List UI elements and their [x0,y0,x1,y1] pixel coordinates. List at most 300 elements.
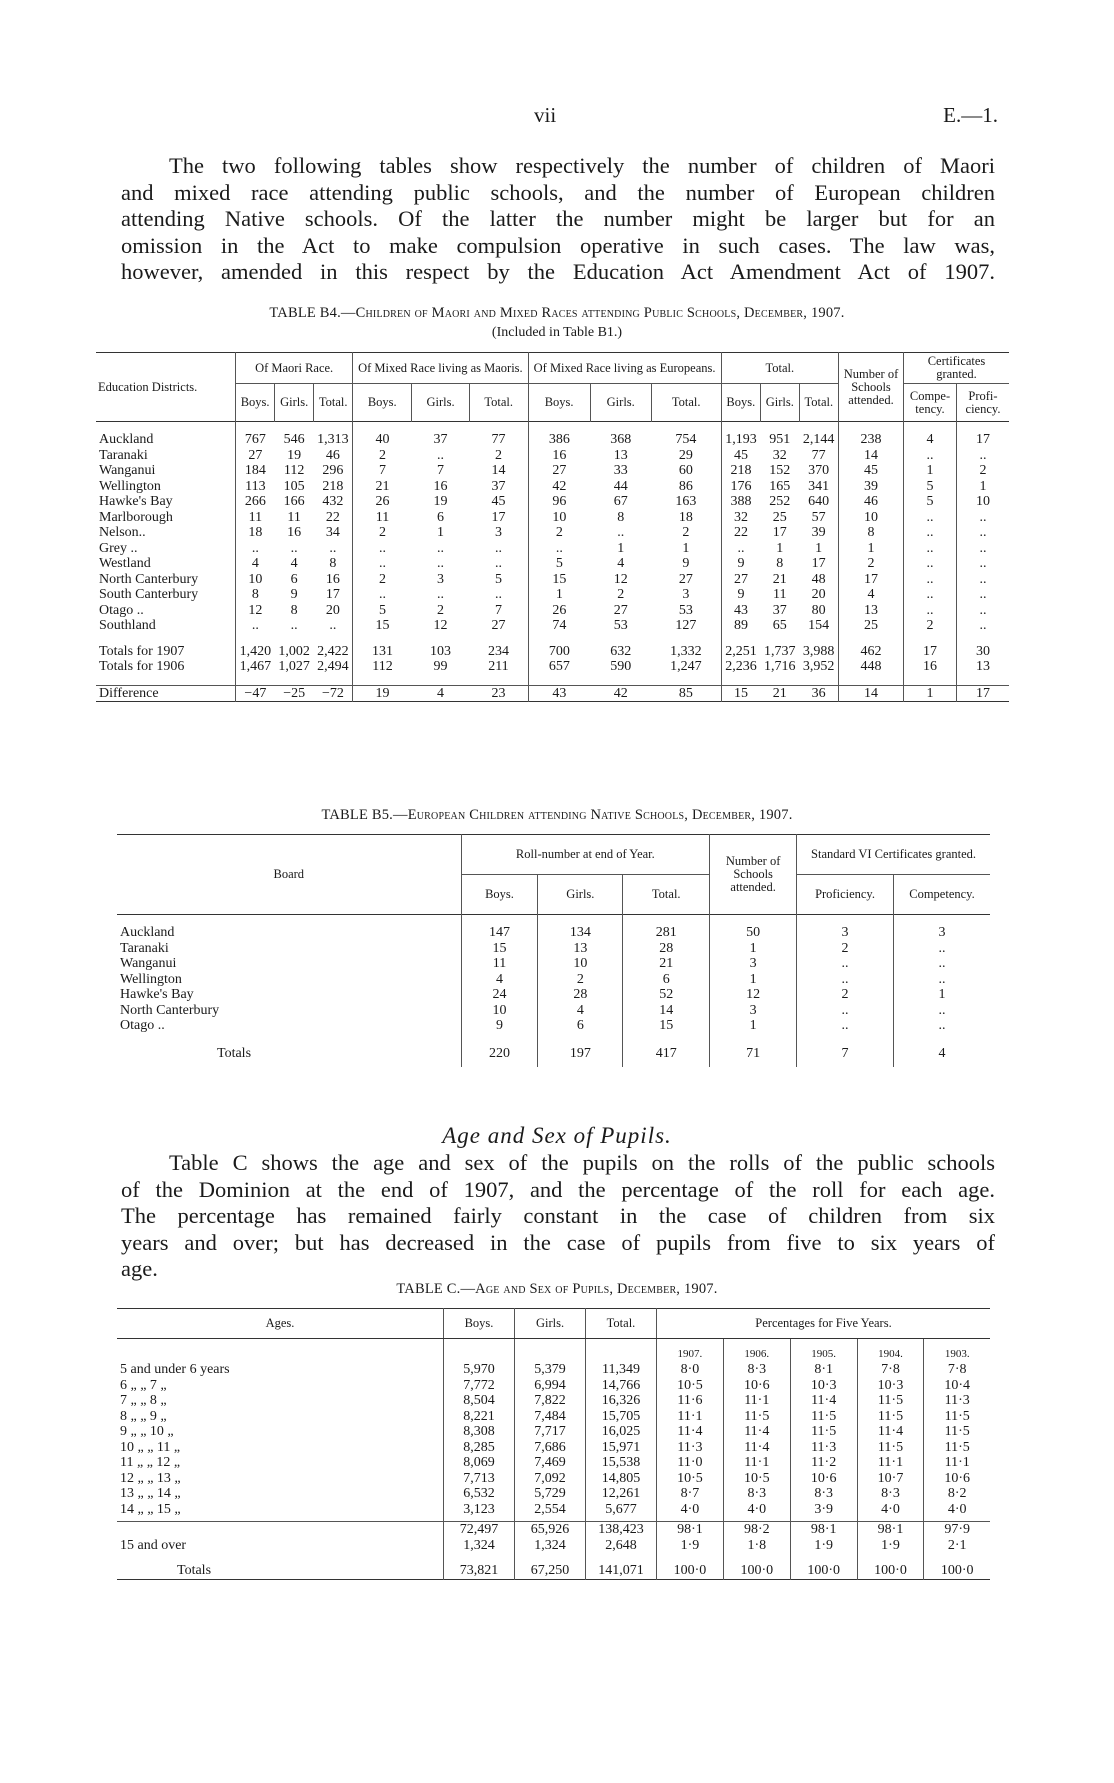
table-cell: 4 [461,972,538,988]
table-cell: 2 [378,447,386,463]
age-label: 5 and under 6 years [117,1362,444,1378]
table-cell: 4·0 [657,1502,724,1518]
table-cell: 32 [772,447,787,463]
board-name: Otago .. [117,1018,461,1034]
table-cell: −72 [314,685,353,702]
table-c [117,1308,990,1580]
table-cell: 2,648 [586,1538,657,1554]
table-cell: 2 [651,525,721,541]
table-cell: 10·5 [657,1471,724,1487]
table-cell: .. [469,541,528,557]
table-row [96,479,1009,495]
table-cell: 1 [710,1018,797,1034]
table-cell: .. [938,1018,946,1033]
table-cell: 10 [538,956,623,972]
table-cell: 296 [314,463,353,479]
table-cell: 26 [375,494,390,509]
table-cell: 166 [283,494,305,509]
table-cell: .. [938,940,946,956]
table-cell: 11 [375,509,390,525]
col-header-group: Of Mixed Race living as Europeans. [528,353,721,384]
board-name: Auckland [117,925,461,941]
table-cell: 33 [613,463,628,478]
table-cell: 3 [710,956,797,972]
table-c-title-text: Age and Sex of Pupils, December, 1907. [475,1281,718,1297]
table-cell: 1 [437,525,445,540]
table-row [96,510,1009,526]
table-cell: .. [979,618,987,633]
table-row [96,541,1009,557]
table-cell: 11 [461,956,538,972]
age-label: 8 „ „ 9 „ [117,1409,444,1425]
table-cell: 432 [314,494,353,510]
table-cell: 6,532 [444,1486,515,1502]
table-cell: 1 [617,540,625,556]
table-cell: 21 [772,685,787,701]
table-cell: 4 [839,587,904,603]
district-name: Totals for 1907 [96,644,236,660]
table-cell: 8·0 [657,1362,724,1378]
table-cell: 25 [839,618,904,634]
col-header-group: Of Maori Race. [236,353,353,384]
table-cell: 8 [251,587,259,602]
col-header-board: Board [117,835,461,915]
table-cell: 11·4 [723,1424,790,1440]
table-b4 [96,352,1009,702]
district-name: Grey .. [96,541,236,557]
table-b4-title-text: Children of Maori and Mixed Races attending Public Schools, December, 1907. [355,305,845,321]
table-cell: 11·5 [790,1409,857,1425]
table-cell: 632 [610,643,632,659]
table-row [96,618,1009,634]
table-cell: 11·4 [857,1424,924,1440]
col-header: Total. [651,384,721,422]
table-cell: 21 [772,571,787,587]
table-cell: .. [378,587,386,602]
table-cell: 590 [610,659,632,674]
table-cell: 266 [244,494,266,509]
col-header: Boys. [353,384,412,422]
row-spacer [117,1061,990,1067]
row-spacer [96,422,1009,433]
table-cell: 20 [799,587,838,603]
table-row [117,1502,990,1518]
table-cell: 11·2 [790,1455,857,1471]
totals-row [117,1563,990,1579]
table-cell: 2,554 [515,1502,586,1518]
table-cell: .. [979,525,987,540]
table-cell: 15 [623,1018,710,1034]
table-cell: 39 [839,479,904,495]
table-cell: 4·0 [723,1502,790,1518]
board-name: Taranaki [117,941,461,957]
table-cell: 7 [797,1046,894,1062]
board-name: Hawke's Bay [117,987,461,1003]
table-cell: .. [437,556,445,571]
table-cell: 85 [651,685,721,702]
district-name: Hawke's Bay [96,494,236,510]
table-cell: 3 [437,571,445,587]
table-cell: .. [437,587,445,602]
table-cell: .. [378,540,386,556]
row-spacer [96,634,1009,644]
table-cell: 8 [839,525,904,541]
paragraph-line: of the Dominion at the end of 1907, and the percentage of the roll for each age. [121,1176,995,1202]
table-cell: 2 [797,987,894,1003]
table-cell: .. [904,603,957,619]
table-cell: 1,324 [444,1538,515,1554]
table-cell: 1 [938,987,946,1002]
table-cell: 4 [290,556,298,571]
table-cell: 4 [617,556,625,571]
table-cell: 80 [799,603,838,619]
table-row [96,572,1009,588]
table-cell: 131 [371,643,393,659]
year-header: 1903. [944,1347,970,1360]
table-cell: 8,069 [444,1455,515,1471]
table-cell: 26 [552,602,567,618]
age-label: 11 „ „ 12 „ [117,1455,444,1471]
table-cell: 9 [651,556,721,572]
table-cell: 3 [938,925,946,940]
page-reference: E.—1. [943,103,998,127]
table-cell: 10·6 [790,1471,857,1487]
district-name: Wanganui [96,463,236,479]
table-cell: .. [314,618,353,634]
table-row [117,1393,990,1409]
table-cell: 2 [469,448,528,464]
table-cell: 11·6 [657,1393,724,1409]
table-cell: 34 [314,525,353,541]
col-header: Boys. [528,384,590,422]
age-label: 9 „ „ 10 „ [117,1424,444,1440]
table-cell: 67,250 [515,1563,586,1579]
col-header: Girls. [538,875,623,915]
difference-row [96,685,1009,702]
table-cell: 45 [469,494,528,510]
table-cell: .. [469,556,528,572]
table-b5-title: TABLE B5.—European Children attending Native Schools, December, 1907. [321,807,793,823]
table-cell: 27 [613,602,628,618]
table-cell: 11·5 [857,1409,924,1425]
table-cell: .. [904,510,957,526]
table-cell: 2,251 [725,643,757,659]
table-cell: 10·3 [857,1378,924,1394]
subtotal-row [117,1522,990,1538]
table-cell: 8·3 [723,1362,790,1378]
table-cell: 10·5 [657,1378,724,1394]
table-cell: 112 [372,659,393,674]
table-cell: 1,716 [764,659,796,674]
table-cell: 71 [710,1046,797,1062]
paragraph-line: and mixed race attending public schools, and the number of European children [121,179,995,205]
table-cell: 6 [437,509,445,525]
table-cell: .. [938,971,946,987]
row-spacer [117,1034,990,1046]
age-label: Totals [117,1563,444,1579]
age-label [117,1522,444,1538]
table-cell: 7·8 [947,1362,967,1377]
table-cell: 28 [538,987,623,1003]
table-row [117,1003,990,1019]
table-cell: .. [314,541,353,557]
table-cell: 73,821 [444,1563,515,1579]
row-spacer [96,675,1009,686]
table-cell: 37 [433,432,448,447]
table-cell: 46 [839,494,904,510]
table-cell: 163 [651,494,721,510]
table-cell: 1,467 [239,659,272,674]
table-cell: 1,313 [314,432,353,448]
table-cell: 368 [610,432,632,447]
table-cell: 5 [555,556,563,571]
table-cell: .. [290,540,298,556]
table-cell: 20 [314,603,353,619]
table-cell: .. [979,571,987,587]
table-cell: .. [797,956,894,972]
year-header-row [117,1339,990,1363]
col-header: Girls. [760,384,799,422]
col-header: Boys. [444,1309,515,1339]
table-cell: 1,002 [278,643,310,659]
table-cell: 5,379 [515,1362,586,1378]
table-row [117,925,990,941]
col-header-roll: Roll-number at end of Year. [461,835,710,875]
col-header-schools: Number of Schools attended. [710,835,797,915]
table-cell: 27 [248,447,263,463]
district-name: Totals for 1906 [96,659,236,675]
table-cell: 86 [651,479,721,495]
table-cell: .. [617,525,625,540]
age-label: 15 and over [117,1538,444,1554]
table-cell: 42 [552,478,567,494]
table-cell: .. [904,572,957,588]
table-cell: 2,144 [799,432,838,448]
table-cell: 8,285 [444,1440,515,1456]
table-cell: 10·6 [944,1470,971,1486]
col-header: Compe-tency. [904,384,957,422]
table-cell: 2 [979,463,987,478]
table-cell: 8 [314,556,353,572]
table-cell: 23 [469,685,528,702]
section-heading: Age and Sex of Pupils. [442,1123,672,1148]
page-header [0,103,1114,133]
district-name: Wellington [96,479,236,495]
table-cell: 22 [734,525,749,540]
table-cell: 11·3 [657,1440,724,1456]
district-name: Westland [96,556,236,572]
table-cell: 1 [651,541,721,557]
table-row [96,603,1009,619]
table-cell: .. [979,540,987,556]
table-cell: 15 [734,685,749,701]
table-cell: .. [938,1002,946,1018]
table-cell: 105 [283,478,305,494]
paragraph-line: Table C shows the age and sex of the pupils on the rolls of the public schools [169,1150,995,1175]
table-cell: 5,970 [444,1362,515,1378]
table-row [96,448,1009,464]
table-cell: 8 [290,602,298,618]
table-cell: 11·1 [723,1455,790,1471]
table-cell: .. [938,956,946,971]
table-cell: 29 [651,448,721,464]
col-header: Total. [623,875,710,915]
table-cell: 11·4 [790,1393,857,1409]
table-cell: 8·3 [723,1486,790,1502]
table-cell: 17 [904,644,957,660]
year-header: 1906. [723,1339,790,1363]
table-cell: 1 [776,540,784,556]
table-cell: 100·0 [790,1563,857,1579]
table-cell: 2 [797,941,894,957]
district-name: Auckland [96,432,236,448]
table-cell: 7,092 [515,1471,586,1487]
table-cell: 6 [623,972,710,988]
table-cell: .. [904,541,957,557]
table-cell: 11 [773,587,787,602]
paragraph-line: attending Native schools. Of the latter the number might be larger but for an [121,206,995,231]
table-cell: .. [737,540,745,556]
table-cell: 1 [839,541,904,557]
table-cell: 4 [437,685,445,701]
table-cell: 10·7 [857,1471,924,1487]
table-cell: 448 [839,659,904,675]
table-row [96,494,1009,510]
year-header: 1905. [790,1339,857,1363]
table-cell: 10·5 [723,1471,790,1487]
table-cell: 100·0 [857,1563,924,1579]
table-cell: 8·1 [790,1362,857,1378]
table-cell: 96 [552,494,567,509]
table-cell: 3 [710,1003,797,1019]
table-cell: 370 [799,463,838,479]
table-c-body [117,1339,990,1580]
paragraph-line: however, amended in this respect by the Education Act Amendment Act of 1907. [121,259,995,284]
table-cell: 103 [430,643,452,659]
table-row [117,1538,990,1554]
col-header: Girls. [412,384,470,422]
table-cell: 1 [710,941,797,957]
table-cell: .. [437,540,445,556]
age-label: 10 „ „ 11 „ [117,1440,444,1456]
table-cell: 5 [469,572,528,588]
table-cell: 3 [797,925,894,941]
table-cell: 15,538 [586,1455,657,1471]
table-cell: 11·1 [657,1409,724,1425]
table-cell: 417 [623,1046,710,1062]
table-cell: 8·7 [657,1486,724,1502]
table-cell: 7 [469,603,528,619]
table-cell: 4 [251,556,259,571]
table-cell: 24 [461,987,538,1003]
table-cell: 5 [904,479,957,495]
intro-paragraph [121,153,995,286]
col-header: Profi-ciency. [965,388,1001,416]
table-cell: 8·3 [857,1486,924,1502]
col-header: Boys. [461,875,538,915]
paragraph-line: years and over; but has decreased in the case of pupils from five to six years of [121,1229,995,1255]
table-cell: 50 [710,925,797,941]
table-cell: 16 [552,447,567,463]
table-cell: 14 [623,1003,710,1019]
table-cell: 3,123 [444,1502,515,1518]
table-cell: 5,677 [586,1502,657,1518]
table-cell: 10 [461,1003,538,1019]
table-cell: 141,071 [586,1563,657,1579]
table-row [117,1018,990,1034]
table-cell: 184 [244,463,266,478]
board-name: Wanganui [117,956,461,972]
table-cell: 197 [538,1046,623,1062]
table-cell: 10·6 [723,1378,790,1394]
table-cell: 8,504 [444,1393,515,1409]
age-paragraph [121,1150,995,1283]
table-row [117,1486,990,1502]
district-name: Southland [96,618,236,634]
table-cell: 18 [248,525,263,540]
table-cell: 15 [375,618,390,633]
table-cell: .. [555,540,563,556]
table-cell: 11·3 [944,1393,970,1408]
col-header: Total. [799,384,838,422]
table-cell: 27 [651,572,721,588]
table-cell: 211 [469,659,528,675]
table-cell: .. [797,972,894,988]
col-header-group: Total. [721,353,838,384]
table-cell: 67 [613,494,628,509]
table-cell: .. [979,556,987,571]
table-cell: 13 [839,603,904,619]
table-cell: 700 [548,643,570,659]
table-cell: 16 [314,572,353,588]
table-cell: 154 [799,618,838,634]
table-cell: .. [437,447,445,463]
table-cell: .. [251,618,259,633]
table-cell: 218 [730,463,752,478]
table-cell: 11·5 [944,1439,970,1455]
table-cell: 11·5 [944,1408,970,1424]
table-cell: 11·5 [944,1424,970,1439]
paragraph-line: The percentage has remained fairly constant in the case of children from six [121,1203,995,1228]
district-name: Taranaki [96,448,236,464]
table-cell: 7 [437,463,445,478]
table-cell: 9 [737,556,745,571]
table-cell: 951 [769,432,791,447]
table-cell: 17 [976,432,990,447]
col-header: Girls. [275,384,314,422]
table-cell: 1 [799,541,838,557]
table-cell: 72,497 [444,1522,515,1538]
age-label: 6 „ „ 7 „ [117,1378,444,1394]
table-cell: 16,025 [586,1424,657,1440]
table-cell: 17 [469,510,528,526]
table-cell: 99 [433,659,448,674]
table-cell: 11·5 [857,1440,924,1456]
table-cell: 127 [651,618,721,634]
table-cell: 3 [651,587,721,603]
table-row [96,432,1009,448]
table-cell: 1,332 [651,644,721,660]
table-cell: 10 [248,571,263,587]
table-cell: 341 [799,479,838,495]
table-cell: 8 [776,556,784,571]
table-cell: .. [251,540,259,556]
table-cell: 53 [651,603,721,619]
table-row [117,1362,990,1378]
table-cell: 8,221 [444,1409,515,1425]
table-cell: 218 [314,479,353,495]
table-cell: 15 [461,941,538,957]
